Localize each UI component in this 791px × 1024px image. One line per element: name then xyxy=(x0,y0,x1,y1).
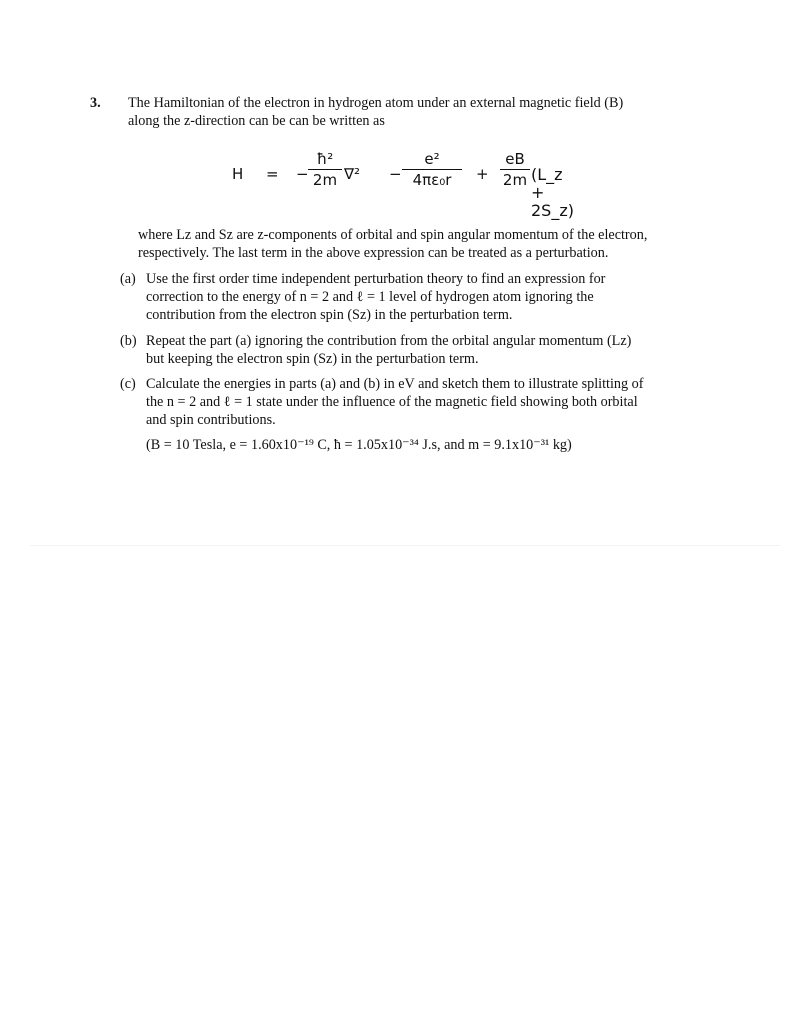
eq-term3-fraction xyxy=(500,150,530,189)
explanation-paragraph xyxy=(138,226,647,262)
part-b-text xyxy=(146,332,631,368)
part-c-line-1: Calculate the energies in parts (a) and (b) in eV and sketch them to illustrate splitting of xyxy=(146,376,644,392)
part-c-line-2: the n = 2 and ℓ = 1 state under the influence of the magnetic field showing both orbital xyxy=(146,394,638,410)
question-number: 3. xyxy=(90,95,101,111)
eq-term1-numerator: ħ² xyxy=(316,150,334,168)
explanation-line-2: respectively. The last term in the above expression can be treated as a perturbation. xyxy=(138,245,609,261)
eq-minus-2: − xyxy=(389,165,402,183)
part-a-label: (a) xyxy=(120,271,136,287)
eq-laplacian: ∇² xyxy=(344,165,361,183)
eq-term2-denominator: 4πε₀r xyxy=(412,171,452,189)
eq-term3-paren: (L_z + 2S_z) xyxy=(531,165,574,220)
eq-term3-numerator: eB xyxy=(505,150,525,168)
eq-term3-denominator: 2m xyxy=(502,171,528,189)
eq-term2-numerator: e² xyxy=(424,150,440,168)
part-c-text xyxy=(146,375,643,429)
given-constants: (B = 10 Tesla, e = 1.60x10⁻¹⁹ C, ħ = 1.05x10⁻³⁴ J.s, and m = 9.1x10⁻³¹ kg) xyxy=(146,437,572,453)
part-b-line-2: but keeping the electron spin (Sz) in the perturbation term. xyxy=(146,351,479,367)
question-intro xyxy=(128,94,623,130)
part-a-text xyxy=(146,270,605,324)
scan-divider xyxy=(30,545,780,546)
part-b-line-1: Repeat the part (a) ignoring the contribution from the orbital angular momentum (Lz) xyxy=(146,333,632,349)
part-c-label: (c) xyxy=(120,376,136,392)
eq-minus-1: − xyxy=(296,165,309,183)
eq-equals: = xyxy=(266,165,279,183)
eq-lhs: H xyxy=(232,165,244,183)
eq-term2-fraction xyxy=(402,150,462,189)
part-a-line-1: Use the first order time independent perturbation theory to find an expression for xyxy=(146,271,606,287)
part-a-line-3: contribution from the electron spin (Sz) in the perturbation term. xyxy=(146,307,513,323)
explanation-line-1: where Lz and Sz are z-components of orbital and spin angular momentum of the electron, xyxy=(138,227,648,243)
part-c-line-3: and spin contributions. xyxy=(146,412,276,428)
part-a-line-2: correction to the energy of n = 2 and ℓ = 1 level of hydrogen atom ignoring the xyxy=(146,289,594,305)
intro-line-1: The Hamiltonian of the electron in hydrogen atom under an external magnetic field (B) xyxy=(128,95,624,111)
intro-line-2: along the z-direction can be can be written as xyxy=(128,113,385,129)
part-b-label: (b) xyxy=(120,333,137,349)
eq-term1-denominator: 2m xyxy=(312,171,338,189)
eq-plus: + xyxy=(476,165,489,183)
eq-term1-fraction xyxy=(308,150,342,189)
